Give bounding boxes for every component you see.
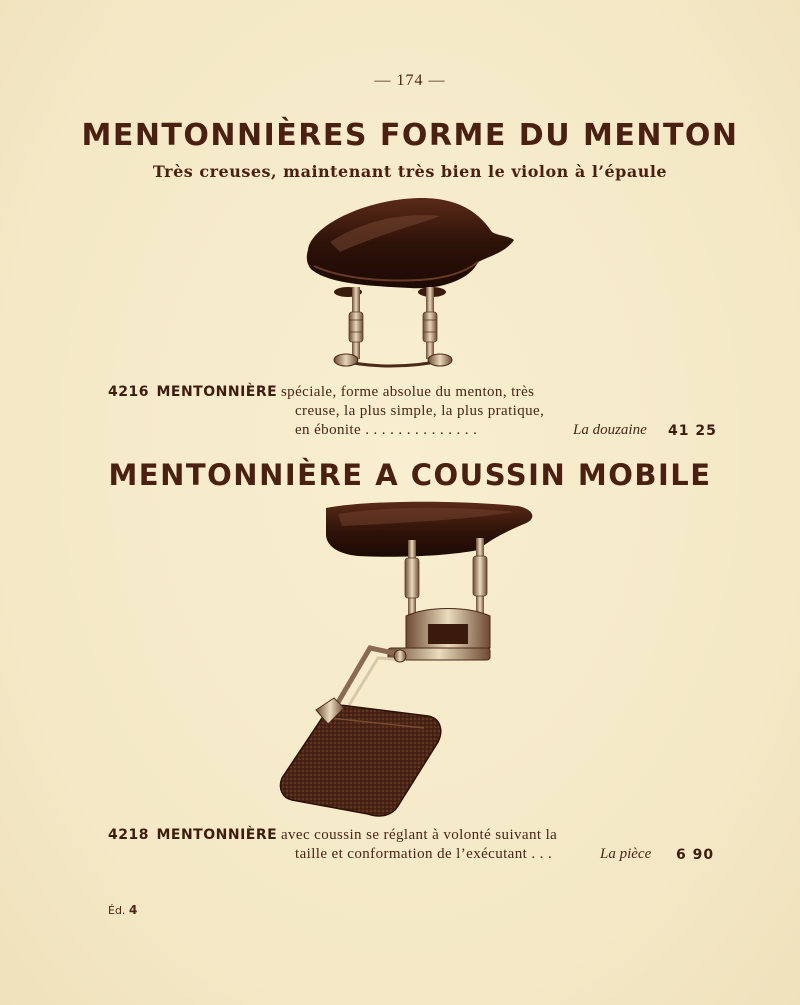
item-number: 4218 [108, 827, 149, 843]
item-description-line: spéciale, forme absolue du menton, très [280, 384, 535, 400]
edition-label: Éd. [108, 904, 126, 917]
section-title-chinrest-chin-form: MENTONNIÈRES FORME DU MENTON [81, 118, 739, 153]
item-price: 41 25 [668, 423, 717, 439]
item-description-line: en ébonite . . . . . . . . . . . . . . [295, 422, 478, 438]
item-unit: La douzaine [573, 422, 647, 438]
item-number: 4216 [108, 384, 149, 400]
item-unit: La pièce [600, 846, 652, 862]
edition-mark [108, 903, 137, 917]
section-subtitle: Très creuses, maintenant très bien le violon à l’épaule [152, 162, 668, 181]
section-title-chinrest-mobile-cushion: MENTONNIÈRE A COUSSIN MOBILE [108, 458, 712, 492]
cushion-chinrest-illustration [278, 498, 543, 818]
catalog-item-4218 [108, 825, 718, 867]
item-name: MENTONNIÈRE [156, 827, 278, 843]
edition-number: 4 [128, 903, 138, 917]
item-description-line: avec coussin se réglant à volonté suivant la [280, 827, 558, 843]
catalog-item-4216 [108, 382, 718, 442]
item-description-line: creuse, la plus simple, la plus pratique, [295, 403, 545, 419]
page-number: — 174 — [374, 72, 446, 89]
chinrest-illustration [300, 192, 520, 377]
item-description-line: taille et conformation de l’exécutant . . . [295, 846, 553, 862]
item-name: MENTONNIÈRE [156, 384, 278, 400]
item-price: 6 90 [676, 847, 715, 863]
